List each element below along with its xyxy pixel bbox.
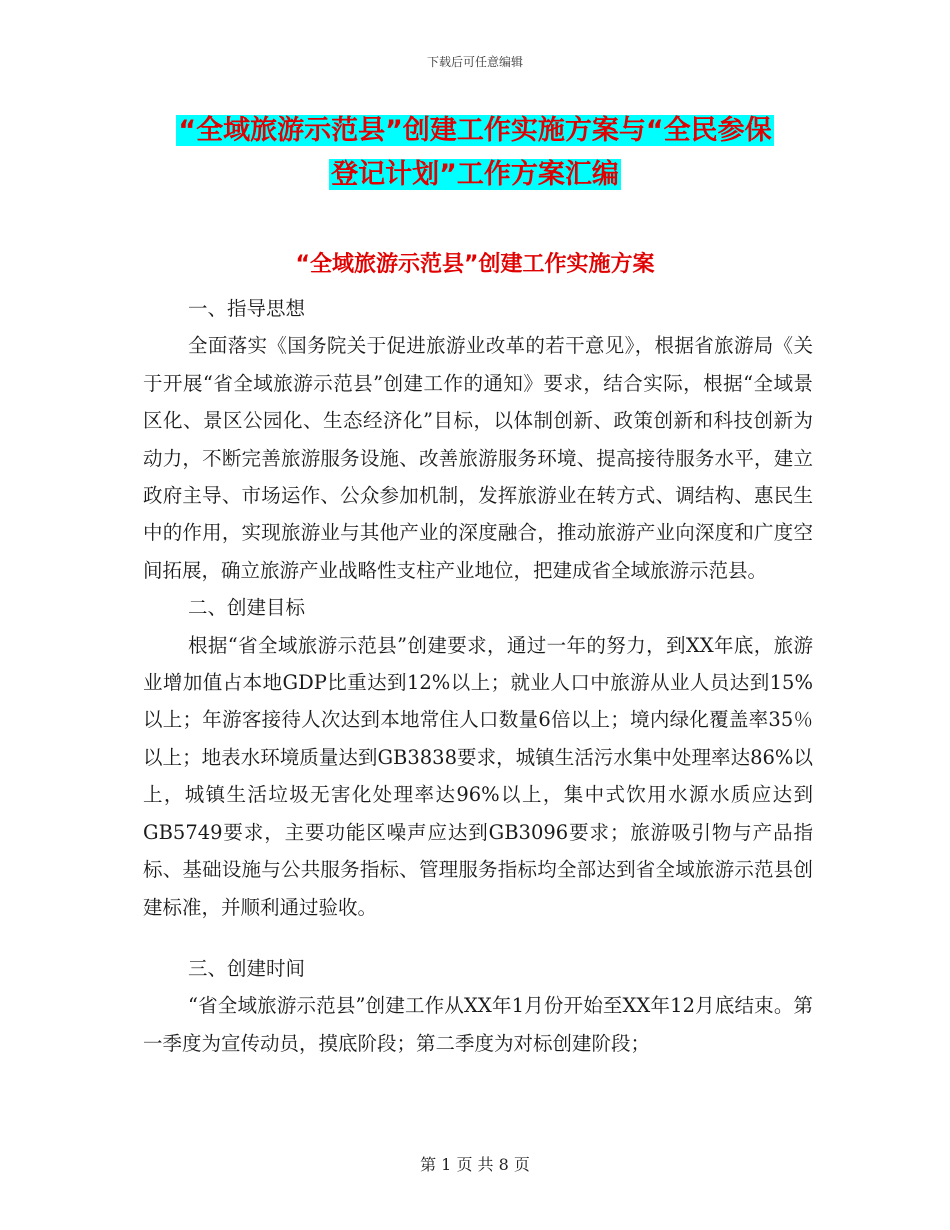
document-title-line-1 <box>0 111 950 151</box>
title-highlight-2: 登记计划”工作方案汇编 <box>331 159 619 190</box>
section-title: “全域旅游示范县”创建工作实施方案 <box>295 252 655 277</box>
page-footer: 第 1 页 共 8 页 <box>420 1155 530 1174</box>
heading-creation-goals: 二、创建目标 <box>188 596 306 620</box>
paragraph-creation-goals: 根据“省全域旅游示范县”创建要求，通过一年的努力，到XX年底，旅游业增加值占本地GDP比重达到12%以上；就业人口中旅游从业人员达到15%以上；年游客接待人次达到本地常住人口数量6倍以上；境内绿化覆盖率35％以上；地表水环境质量达到GB3838要求，城镇生活污水集中处理率达86%以上，城镇生活垃圾无害化处理率达96%以上，集中式饮用水源水质应达到GB5749要求，主要功能区噪声应达到GB3096要求；旅游吸引物与产品指标、基础设施与公共服务指标、管理服务指标均全部达到省全域旅游示范县创建标准，并顺利通过验收。 <box>143 633 813 919</box>
title-highlight-1: “全域旅游示范县”创建工作实施方案与“全民参保 <box>178 115 772 146</box>
heading-guiding-ideology: 一、指导思想 <box>188 297 306 320</box>
document-title-line-2 <box>0 155 950 195</box>
paragraph-creation-time: “省全域旅游示范县”创建工作从XX年1月份开始至XX年12月底结束。第一季度为宣传动员，摸底阶段；第二季度为对标创建阶段； <box>143 994 813 1055</box>
spacer <box>143 926 813 950</box>
document-body <box>143 290 813 1062</box>
heading-creation-time: 三、创建时间 <box>188 956 306 980</box>
paragraph-guiding-ideology: 全面落实《国务院关于促进旅游业改革的若干意见》，根据省旅游局《关于开展“省全域旅游示范县”创建工作的通知》要求，结合实际，根据“全域景区化、景区公园化、生态经济化”目标，以体制创新、政策创新和科技创新为动力，不断完善旅游服务设施、改善旅游服务环境、提高接待服务水平，建立政府主导、市场运作、公众参加机制，发挥旅游业在转方式、调结构、惠民生中的作用，实现旅游业与其他产业的深度融合，推动旅游产业向深度和广度空间拓展，确立旅游产业战略性支柱产业地位，把建成省全域旅游示范县。 <box>143 334 813 582</box>
page-header: 下载后可任意编辑 <box>426 55 523 69</box>
